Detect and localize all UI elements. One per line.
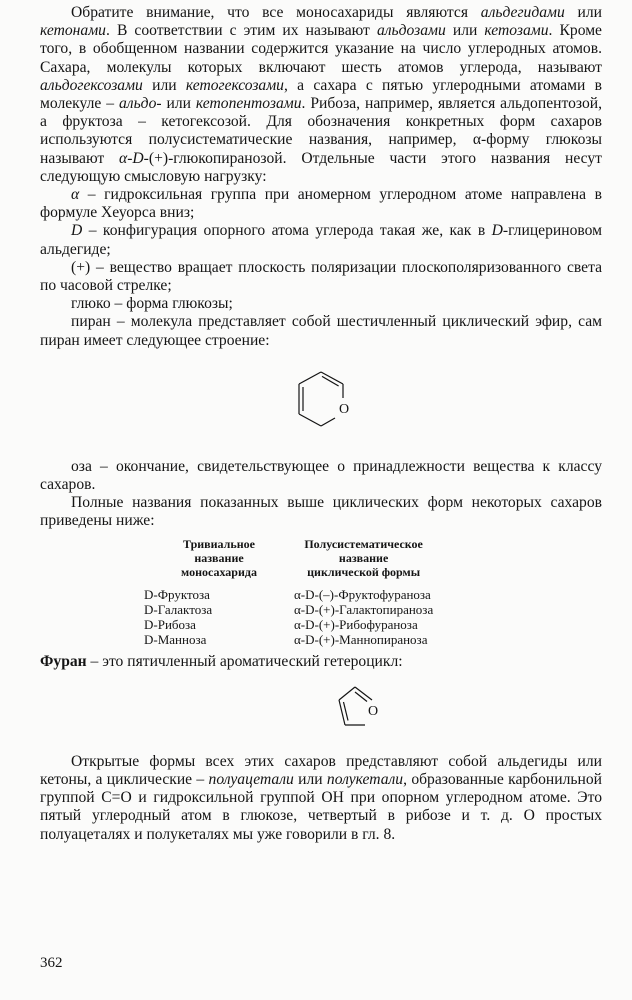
pyran-bond: [299, 414, 321, 426]
pyran-double-bond: [322, 376, 339, 386]
paragraph-d-configuration: D – конфигурация опорного атома углерода такая же, как в D-глицериновом альдегиде;: [40, 222, 602, 258]
furan-double-bond: [344, 702, 349, 721]
furan-double-bond: [355, 692, 367, 702]
paragraph-classification: Обратите внимание, что все моносахариды являются альдегидами или кетонами. В соответствии с этим их называют альдозами или кетозами. Кроме того, в обобщенном названии содержится указание на число углеродных атомов. Сахара, молекулы которых включают шесть атомов углерода, называют альдогексозами или кетогексозами, а сахара с пятью углеродными атомами в молекуле – альдо- или кетопентозами. Рибоза, например, является альдопентозой, а фруктоза – кетогексозой. Для обозначения конкретных форм сахаров используются полусистематические названия, например, α-форму глюкозы называют α-D-(+)-глюкопиранозой. Отдельные части этого названия несут следующую смысловую нагрузку:: [40, 4, 602, 185]
paragraph-open-forms: Открытые формы всех этих сахаров представляют собой альдегиды или кетоны, а циклические – полуацетали или полукетали, образованные карбонильной группой C=O и гидроксильной группой OH при опорном углеродном атоме. Это пятый углеродный атом в глюкозе, четвертый в рибозе и т. д. О простых полуацеталях и полукеталях мы уже говорили в гл. 8.: [40, 752, 602, 843]
table-row: D-Галактоза α-D-(+)-Галактопираноза: [144, 601, 434, 617]
table-row: D-Фруктоза α-D-(–)-Фруктофураноза: [144, 586, 431, 602]
paragraph-pyran: пиран – молекула представляет собой шестичленный циклический эфир, сам пиран имеет следующее строение:: [40, 313, 602, 349]
pyran-oxygen-label: O: [338, 401, 350, 417]
pyran-bond: [321, 418, 335, 426]
paragraph-furan: Фуран – это пятичленный ароматический гетероцикл:: [40, 652, 403, 670]
paragraph-rotation: (+) – вещество вращает плоскость поляризации плоскополяризованного света по часовой стрелке;: [40, 258, 602, 295]
paragraph-oza: оза – окончание, свидетельствующее о принадлежности вещества к классу сахаров.: [40, 457, 602, 494]
table-row: D-Рибоза α-D-(+)-Рибофураноза: [144, 616, 418, 632]
pyran-bond: [299, 372, 321, 384]
header-semisystematic: Полусистематическое название циклической формы: [304, 536, 423, 579]
table-row: D-Манноза α-D-(+)-Маннопираноза: [144, 631, 428, 647]
furan-bond: [339, 687, 355, 700]
furan-oxygen-label: O: [367, 703, 379, 719]
pyran-structure: [293, 368, 353, 430]
paragraph-alpha: α – гидроксильная группа при аномерном углеродном атоме направлена в формуле Хеуорса вниз;: [40, 186, 602, 222]
header-trivial: Тривиальное название моносахарида: [181, 536, 257, 579]
paragraph-gluco: глюко – форма глюкозы;: [71, 295, 233, 313]
sugar-names-table: [144, 537, 433, 647]
page-number: 362: [40, 955, 63, 971]
furan-structure: [335, 683, 383, 731]
paragraph-full-names: Полные названия показанных выше циклических форм некоторых сахаров приведены ниже:: [40, 494, 602, 530]
page-body: [40, 4, 602, 844]
